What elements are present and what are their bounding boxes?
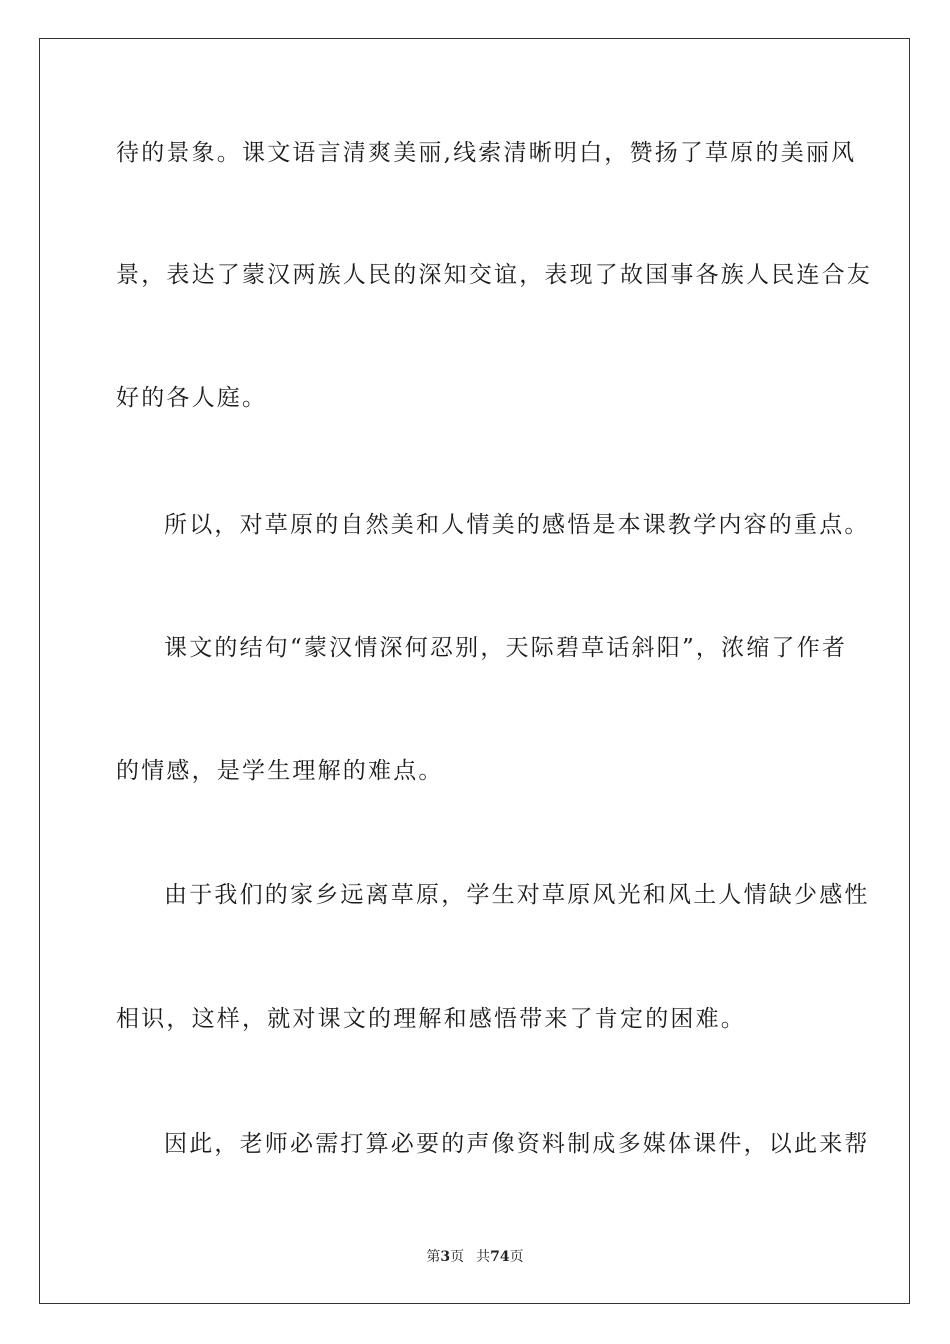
paragraph-line: 待的景象。课文语言清爽美丽,线索清晰明白，赞扬了草原的美丽风 <box>116 140 857 166</box>
total-label-prefix: 共 <box>476 1249 491 1265</box>
total-label-suffix: 页 <box>509 1249 524 1265</box>
paragraph-line: 的情感，是学生理解的难点。 <box>116 758 444 784</box>
paragraph-line: 相识，这样，就对课文的理解和感悟带来了肯定的困难。 <box>116 1006 746 1032</box>
paragraph-line: 因此，老师必需打算必要的声像资料制成多媒体课件，以此来帮 <box>164 1131 870 1157</box>
page-label-prefix: 第 <box>426 1249 441 1265</box>
page-footer <box>0 1248 950 1266</box>
paragraph-line: 由于我们的家乡远离草原，学生对草原风光和风土人情缺少感性 <box>164 882 870 908</box>
paragraph-line: 所以，对草原的自然美和人情美的感悟是本课教学内容的重点。 <box>164 512 870 538</box>
paragraph-line: 课文的结句“蒙汉情深何忍别，天际碧草话斜阳”，浓缩了作者 <box>164 635 848 661</box>
page-label-suffix: 页 <box>450 1249 465 1265</box>
paragraph-line: 好的各人庭。 <box>116 385 268 411</box>
page-border <box>39 38 910 1304</box>
total-pages: 74 <box>490 1249 510 1265</box>
paragraph-line: 景，表达了蒙汉两族人民的深知交谊，表现了故国事各族人民连合友 <box>116 262 872 288</box>
page-number: 3 <box>440 1249 451 1265</box>
